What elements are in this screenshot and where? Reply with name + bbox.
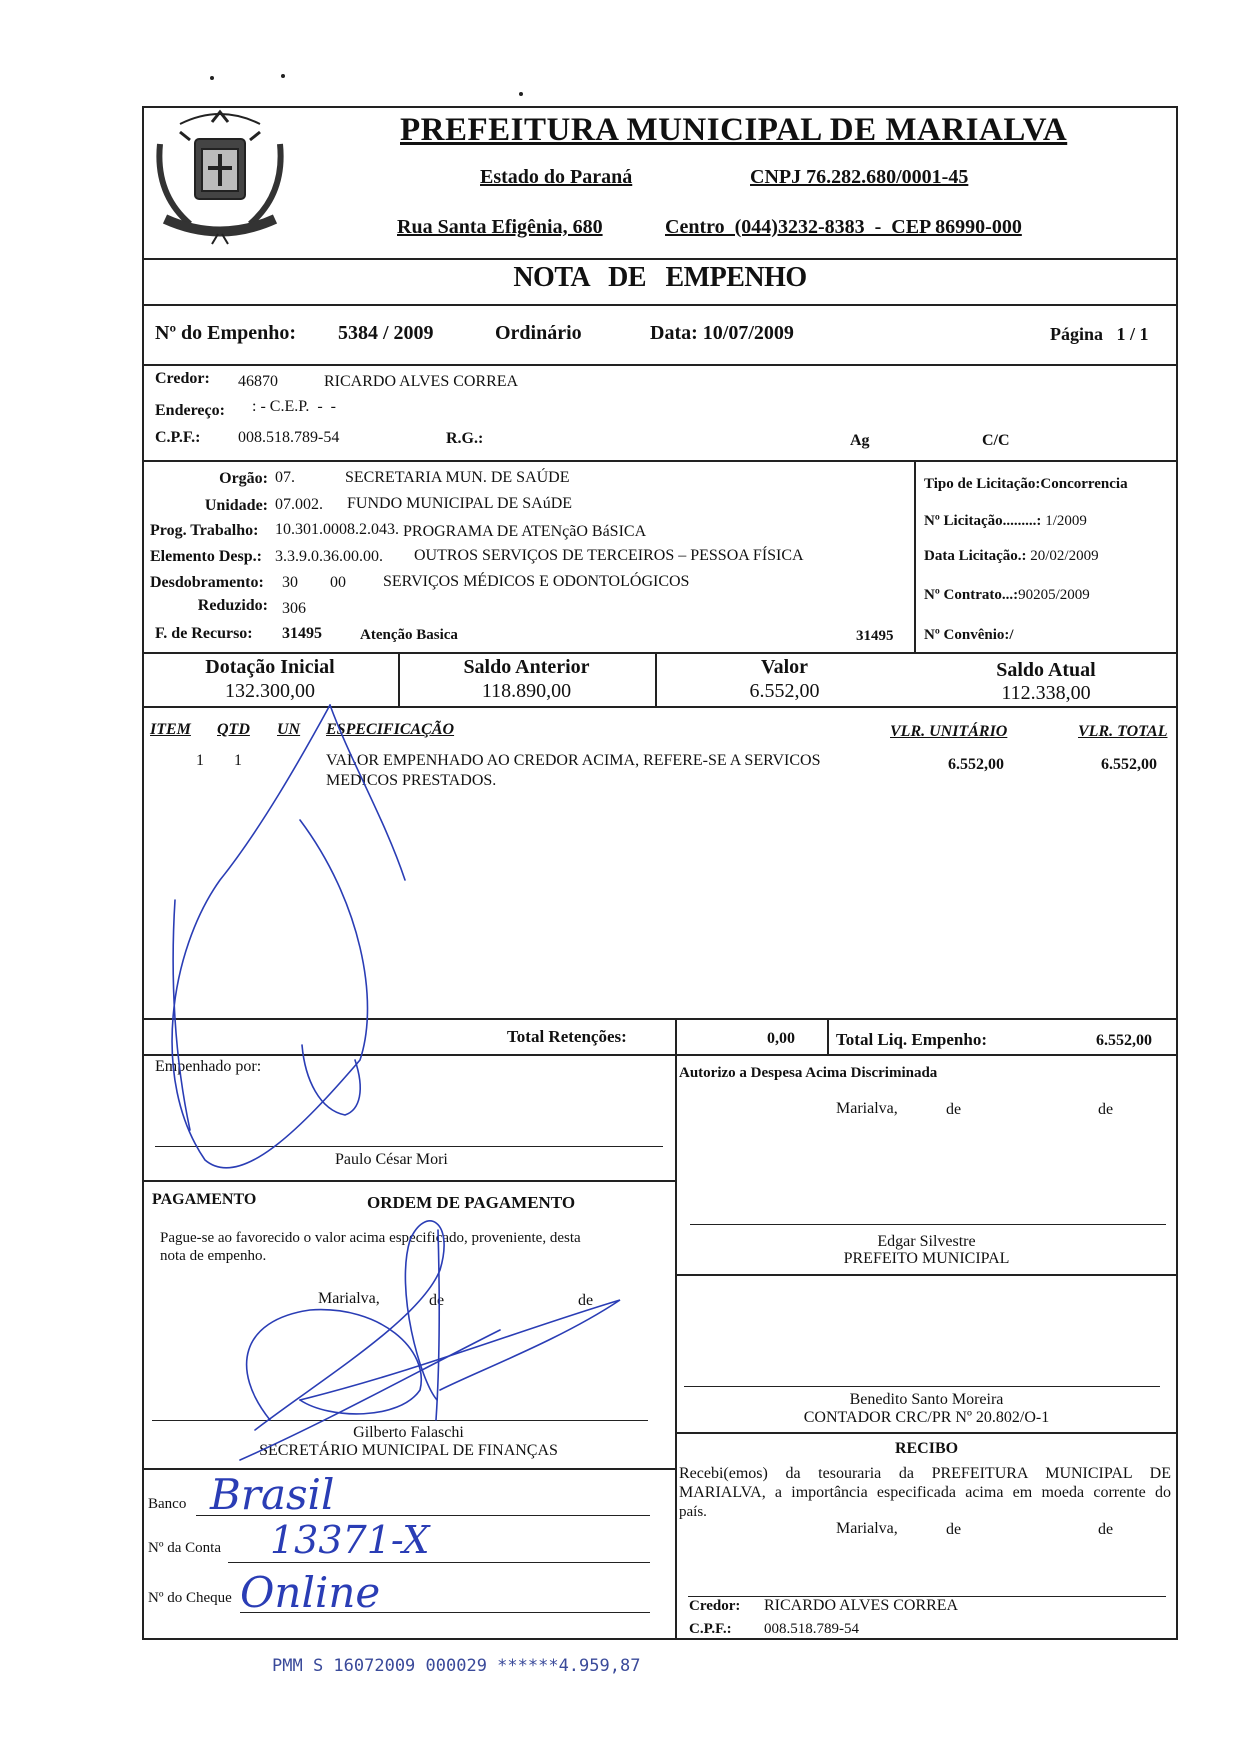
handwritten-cheque: Online — [240, 1568, 381, 1617]
col-vlr-unitario: VLR. UNITÁRIO — [890, 723, 1008, 740]
prog-trabalho-code: 10.301.0008.2.043. — [275, 521, 399, 538]
unidade-name: FUNDO MUNICIPAL DE SAúDE — [347, 495, 573, 512]
col-vlr-total: VLR. TOTAL — [1078, 723, 1168, 740]
saldo-anterior-label: Saldo Anterior — [463, 656, 590, 678]
header-cnpj: CNPJ 76.282.680/0001-45 — [750, 166, 969, 188]
endereco-label: Endereço: — [155, 402, 225, 419]
contrato-value: 90205/2009 — [1018, 587, 1090, 603]
dotacao-inicial-value: 132.300,00 — [225, 680, 315, 702]
secretario-title: SECRETÁRIO MUNICIPAL DE FINANÇAS — [259, 1442, 558, 1459]
pagamento-text-line1: Pague-se ao favorecido o valor acima especificado, proveniente, desta — [160, 1230, 581, 1246]
licitacao-data-label: Data Licitação.: — [924, 548, 1027, 564]
item-desc-line1: VALOR EMPENHADO AO CREDOR ACIMA, REFERE-SE A SERVICOS — [326, 752, 821, 769]
header-district-phone-cep: Centro (044)3232-8383 - CEP 86990-000 — [665, 216, 1022, 238]
licitacao-data-value: 20/02/2009 — [1026, 548, 1099, 564]
banco-label: Banco — [148, 1496, 187, 1512]
prefeito-name: Edgar Silvestre — [877, 1233, 976, 1250]
recurso-code: 31495 — [282, 625, 322, 642]
autorizo-place: Marialva, — [836, 1100, 898, 1117]
recurso-code-2: 31495 — [856, 628, 894, 644]
credor-label: Credor: — [155, 370, 210, 387]
retencoes-value: 0,00 — [767, 1030, 795, 1047]
prog-trabalho-label: Prog. Trabalho: — [150, 522, 259, 539]
item-total-value: 6.552,00 — [1101, 756, 1157, 773]
recibo-text-line1: Recebi(emos) da tesouraria da PREFEITURA MUNICIPAL DE — [679, 1465, 1171, 1482]
cc-label: C/C — [982, 432, 1010, 449]
page-number: Página 1 / 1 — [1050, 324, 1149, 344]
handwritten-banco: Brasil — [210, 1470, 335, 1519]
orgao-name: SECRETARIA MUN. DE SAÚDE — [345, 469, 570, 486]
recibo-text-line2: MARIALVA, a importância especificada acima em moeda corrente do — [679, 1484, 1171, 1501]
recurso-label: F. de Recurso: — [155, 625, 253, 642]
payment-stamp: PMM S 16072009 000029 ******4.959,87 — [272, 1656, 641, 1676]
conta-label: Nº da Conta — [148, 1540, 221, 1556]
orgao-label: Orgão: — [219, 470, 268, 487]
desdobramento-label: Desdobramento: — [150, 574, 264, 591]
recibo-text-line3: país. — [679, 1504, 707, 1520]
pagamento-label: PAGAMENTO — [152, 1191, 257, 1208]
prefeito-title: PREFEITO MUNICIPAL — [843, 1250, 1010, 1267]
recibo-de-2: de — [1098, 1521, 1114, 1538]
item-qtd: 1 — [234, 752, 242, 769]
desdobramento-a: 30 — [282, 574, 298, 591]
endereco-value: : - C.E.P. - - — [252, 398, 336, 415]
document-title: NOTA DE EMPENHO — [513, 262, 807, 293]
saldo-atual-label: Saldo Atual — [996, 659, 1096, 681]
desdobramento-b: 00 — [330, 574, 346, 591]
item-unit-value: 6.552,00 — [948, 756, 1004, 773]
pagamento-de-2: de — [578, 1292, 594, 1309]
rg-label: R.G.: — [446, 430, 484, 447]
pagamento-de-1: de — [429, 1292, 445, 1309]
recibo-credor-name: RICARDO ALVES CORREA — [764, 1597, 959, 1614]
credor-name: RICARDO ALVES CORREA — [324, 373, 519, 390]
pagamento-text-line2: nota de empenho. — [160, 1248, 267, 1264]
liq-empenho-label: Total Liq. Empenho: — [836, 1030, 987, 1049]
header-title: PREFEITURA MUNICIPAL DE MARIALVA — [400, 112, 1068, 148]
handwritten-conta: 13371-X — [270, 1518, 430, 1562]
licitacao-numero-label: Nº Licitação.........: — [924, 513, 1042, 529]
recibo-place: Marialva, — [836, 1520, 898, 1537]
recibo-credor-label: Credor: — [689, 1598, 741, 1614]
header-state: Estado do Paraná — [480, 166, 633, 188]
empenho-date: Data: 10/07/2009 — [650, 322, 794, 344]
recibo-title: RECIBO — [894, 1440, 959, 1457]
valor-label: Valor — [760, 656, 809, 678]
empenho-label: Nº do Empenho: — [155, 322, 297, 344]
contrato-label: Nº Contrato...: — [924, 587, 1019, 603]
saldo-anterior-value: 118.890,00 — [481, 680, 572, 702]
ordem-pagamento-label: ORDEM DE PAGAMENTO — [367, 1193, 576, 1212]
autorizo-label: Autorizo a Despesa Acima Discriminada — [679, 1065, 938, 1081]
liq-empenho-value: 6.552,00 — [1096, 1032, 1152, 1049]
saldo-atual-value: 112.338,00 — [1001, 682, 1091, 704]
credor-code: 46870 — [238, 373, 278, 390]
valor-value: 6.552,00 — [749, 680, 820, 702]
prog-trabalho-name: PROGRAMA DE ATENçãO BáSICA — [403, 523, 647, 540]
empenho-type: Ordinário — [495, 322, 582, 344]
retencoes-label: Total Retenções: — [507, 1027, 627, 1046]
col-un: UN — [277, 721, 301, 738]
dotacao-inicial-label: Dotação Inicial — [205, 656, 335, 678]
autorizo-de-2: de — [1098, 1101, 1114, 1118]
cheque-label: Nº do Cheque — [148, 1590, 232, 1606]
convenio: Nº Convênio:/ — [924, 627, 1014, 643]
header-address: Rua Santa Efigênia, 680 — [397, 216, 603, 238]
item-desc-line2: MEDICOS PRESTADOS. — [326, 772, 497, 789]
col-qtd: QTD — [217, 721, 250, 738]
reduzido-label: Reduzido: — [197, 597, 268, 614]
ag-label: Ag — [850, 432, 870, 449]
elemento-name: OUTROS SERVIÇOS DE TERCEIROS – PESSOA FÍSICA — [414, 547, 804, 564]
pagamento-place: Marialva, — [318, 1290, 380, 1307]
recibo-cpf-label: C.P.F.: — [689, 1621, 732, 1637]
orgao-code: 07. — [275, 469, 295, 486]
licitacao-tipo-text: Tipo de Licitação:Concorrencia — [924, 476, 1128, 492]
item-number: 1 — [196, 752, 204, 769]
col-item: ITEM — [150, 721, 191, 738]
cpf-label: C.P.F.: — [155, 429, 201, 446]
unidade-label: Unidade: — [204, 497, 268, 514]
empenho-number: 5384 / 2009 — [338, 322, 434, 344]
recibo-cpf-value: 008.518.789-54 — [764, 1621, 859, 1637]
recurso-name: Atenção Basica — [360, 627, 458, 643]
desdobramento-name: SERVIÇOS MÉDICOS E ODONTOLÓGICOS — [383, 573, 690, 590]
autorizo-de-1: de — [946, 1101, 962, 1118]
empenhado-label: Empenhado por: — [155, 1058, 262, 1075]
contador-name: Benedito Santo Moreira — [849, 1391, 1004, 1408]
unidade-code: 07.002. — [275, 496, 323, 513]
elemento-code: 3.3.9.0.36.00.00. — [275, 548, 383, 565]
secretario-name: Gilberto Falaschi — [353, 1424, 464, 1441]
empenhado-name: Paulo César Mori — [335, 1151, 448, 1168]
elemento-label: Elemento Desp.: — [150, 548, 262, 565]
recibo-de-1: de — [946, 1521, 962, 1538]
contador-title: CONTADOR CRC/PR Nº 20.802/O-1 — [803, 1409, 1050, 1426]
col-especificacao: ESPECIFICAÇÃO — [326, 721, 455, 738]
licitacao-numero-value: 1/2009 — [1041, 513, 1087, 529]
cpf-value: 008.518.789-54 — [238, 429, 340, 446]
reduzido-value: 306 — [282, 600, 306, 617]
